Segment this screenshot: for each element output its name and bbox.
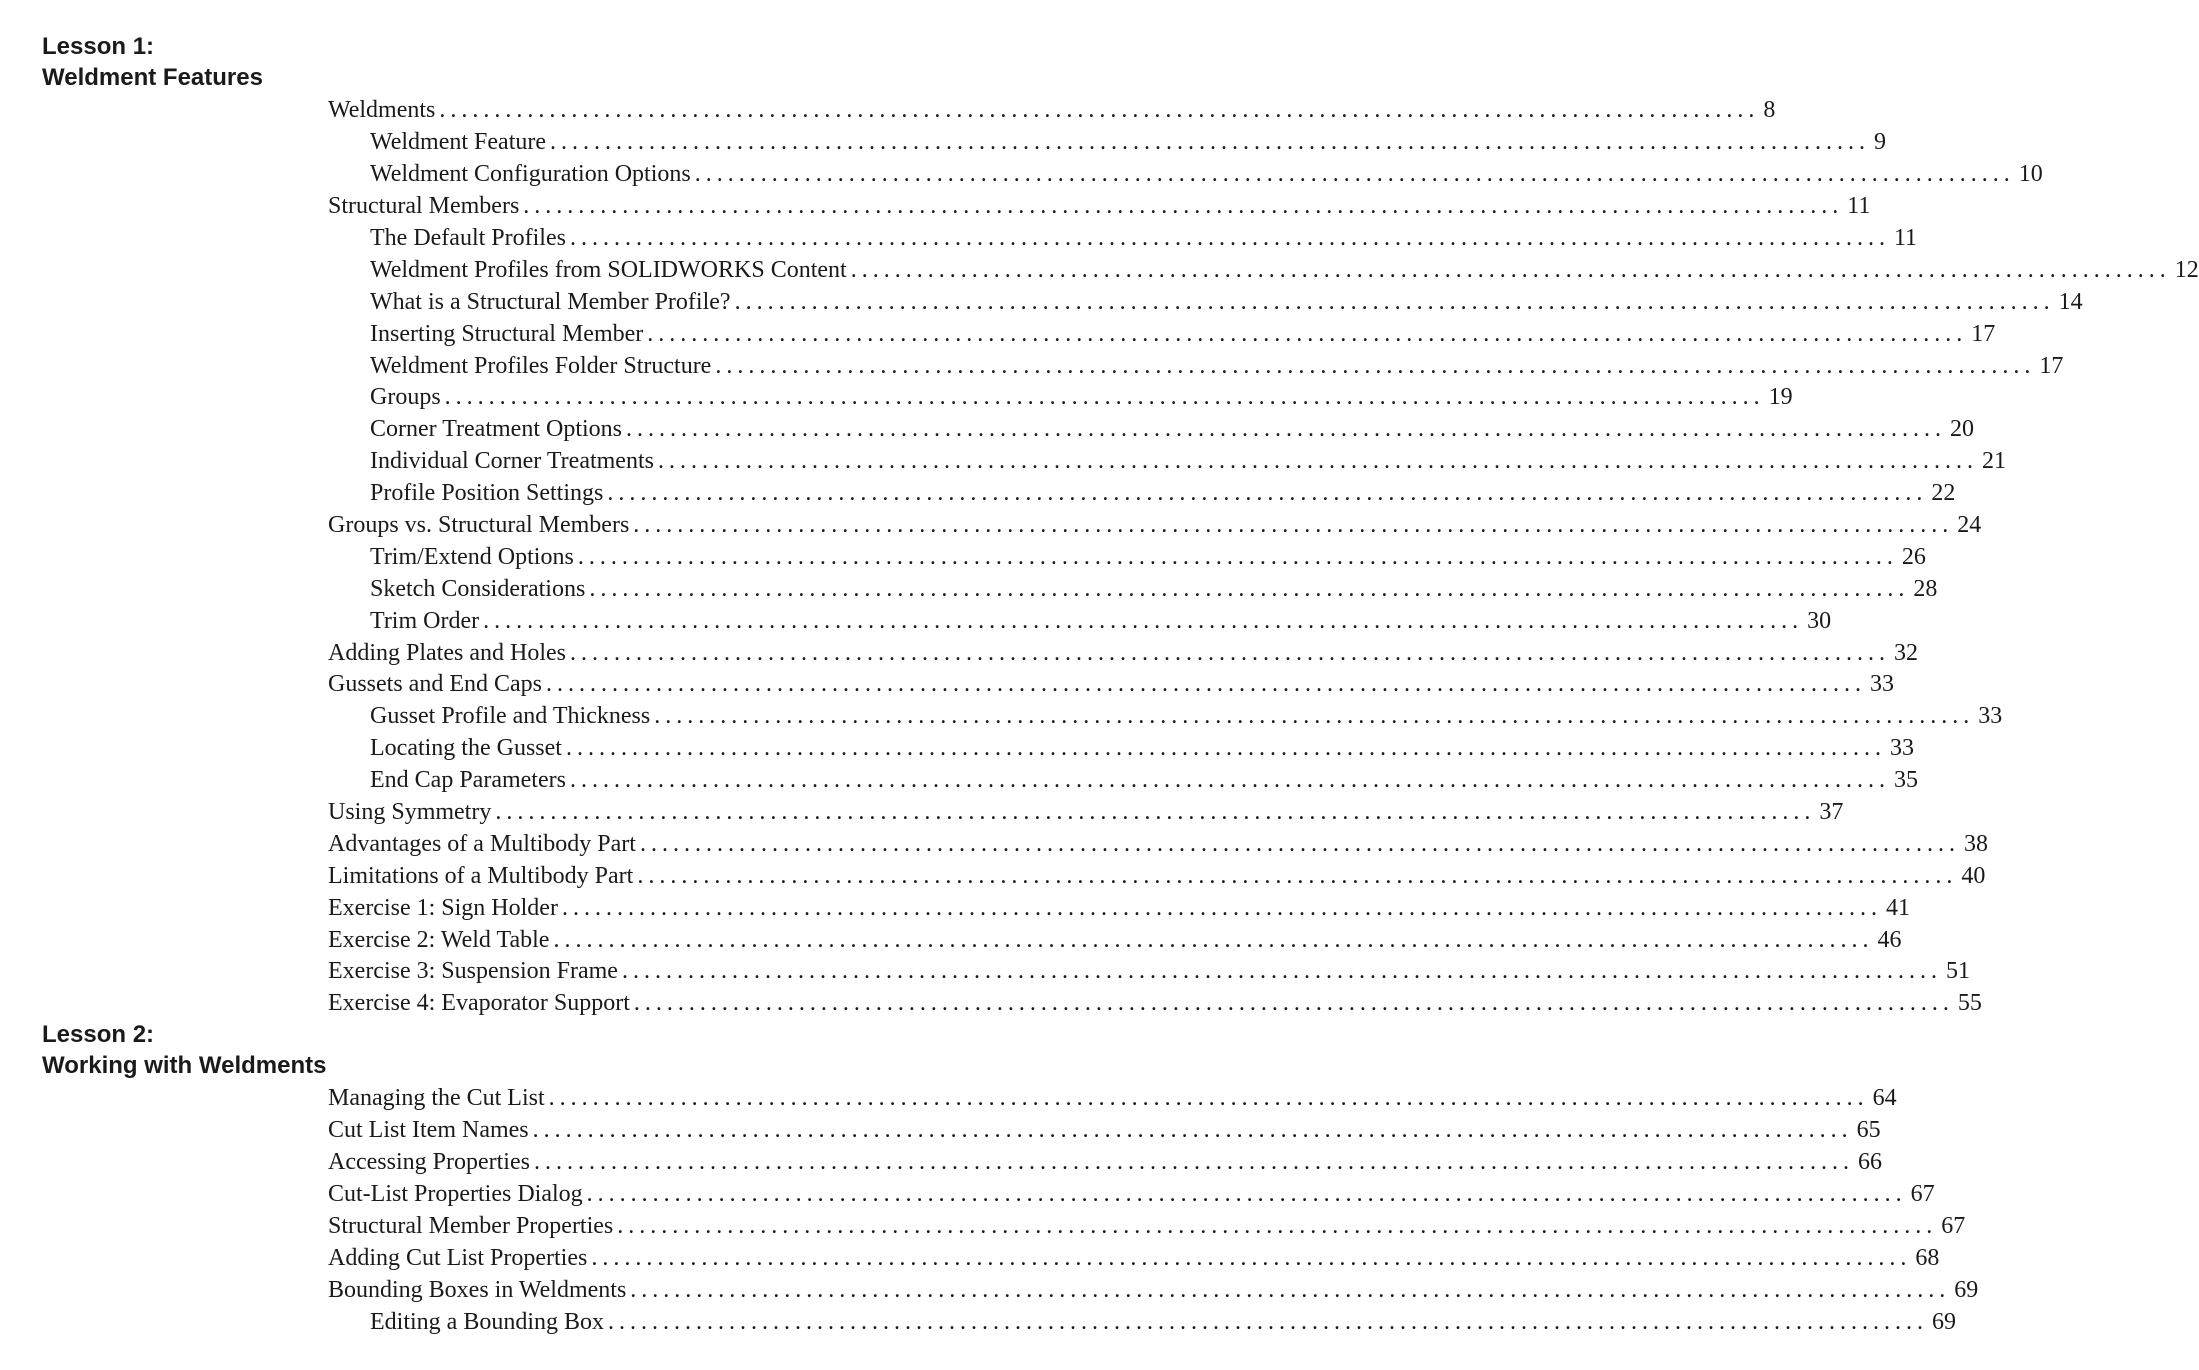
toc-entry-page: 9 bbox=[1874, 129, 1887, 156]
toc-entry-page: 38 bbox=[1963, 830, 1988, 857]
toc-entry-title: Individual Corner Treatments bbox=[370, 448, 654, 475]
toc-entry-title: Weldment Feature bbox=[370, 129, 547, 156]
toc-entry-page: 37 bbox=[1819, 799, 1844, 826]
toc-entry-page: 41 bbox=[1885, 894, 1910, 921]
toc-entry-title: Gussets and End Caps bbox=[328, 671, 542, 698]
toc-entry-page: 30 bbox=[1807, 607, 1832, 634]
toc-entry-page: 11 bbox=[1847, 193, 1871, 220]
lesson-1-heading bbox=[42, 31, 263, 93]
dot-leader: ........................................................................................................................ bbox=[694, 161, 2015, 188]
toc-entry-title: Exercise 3: Suspension Frame bbox=[328, 958, 618, 985]
toc-entry[interactable] bbox=[328, 446, 2006, 478]
toc-entry-title: Trim Order bbox=[370, 607, 480, 634]
dot-leader: ........................................................................................................................ bbox=[586, 1181, 1907, 1208]
dot-leader: ........................................................................................................................ bbox=[589, 575, 1910, 602]
toc-entry[interactable] bbox=[328, 860, 1986, 892]
toc-entry[interactable] bbox=[328, 924, 1902, 956]
toc-entry[interactable] bbox=[328, 510, 1982, 542]
toc-entry[interactable] bbox=[328, 797, 1844, 829]
lesson-2-toc bbox=[328, 1083, 1979, 1338]
toc-entry-title: Exercise 2: Weld Table bbox=[328, 926, 550, 953]
toc-entry[interactable] bbox=[328, 988, 1982, 1020]
toc-entry[interactable] bbox=[328, 1274, 1979, 1306]
toc-entry-page: 22 bbox=[1931, 480, 1956, 507]
toc-entry-title: Groups vs. Structural Members bbox=[328, 512, 630, 539]
toc-entry[interactable] bbox=[328, 956, 1970, 988]
toc-entry[interactable] bbox=[328, 765, 1918, 797]
toc-entry-page: 46 bbox=[1877, 926, 1902, 953]
toc-entry[interactable] bbox=[328, 701, 2003, 733]
lesson-1-toc bbox=[328, 95, 2199, 1020]
dot-leader: ........................................................................................................................ bbox=[591, 1244, 1912, 1271]
toc-entry-page: 10 bbox=[2018, 161, 2043, 188]
dot-leader: ........................................................................................................................ bbox=[548, 1085, 1869, 1112]
toc-entry[interactable] bbox=[328, 1179, 1935, 1211]
toc-entry[interactable] bbox=[328, 892, 1910, 924]
dot-leader: ........................................................................................................................ bbox=[444, 384, 1765, 411]
dot-leader: ........................................................................................................................ bbox=[626, 416, 1946, 443]
toc-entry-title: Adding Plates and Holes bbox=[328, 639, 566, 666]
toc-entry[interactable] bbox=[328, 159, 2043, 191]
toc-entry[interactable] bbox=[328, 1147, 1882, 1179]
toc-entry[interactable] bbox=[328, 828, 1988, 860]
toc-entry-page: 35 bbox=[1893, 767, 1918, 794]
dot-leader: ........................................................................................................................ bbox=[439, 97, 1760, 124]
toc-entry[interactable] bbox=[328, 318, 1996, 350]
dot-leader: ........................................................................................................................ bbox=[523, 193, 1844, 220]
toc-entry-title: Advantages of a Multibody Part bbox=[328, 830, 636, 857]
toc-entry-title: Cut-List Properties Dialog bbox=[328, 1181, 583, 1208]
dot-leader: ........................................................................................................................ bbox=[657, 448, 1978, 475]
toc-entry-page: 28 bbox=[1913, 575, 1938, 602]
dot-leader: ........................................................................................................................ bbox=[633, 512, 1954, 539]
lesson-2-label: Lesson 2: bbox=[42, 1021, 155, 1048]
toc-entry-title: Locating the Gusset bbox=[370, 735, 562, 762]
toc-entry-page: 32 bbox=[1893, 639, 1918, 666]
toc-entry-page: 17 bbox=[2039, 352, 2064, 379]
toc-entry-page: 68 bbox=[1915, 1244, 1940, 1271]
toc-entry-page: 64 bbox=[1872, 1085, 1897, 1112]
toc-entry-page: 67 bbox=[1910, 1181, 1935, 1208]
toc-entry-title: End Cap Parameters bbox=[370, 767, 566, 794]
toc-entry-title: The Default Profiles bbox=[370, 225, 566, 251]
toc-entry-page: 51 bbox=[1945, 958, 1970, 985]
toc-entry[interactable] bbox=[328, 286, 2083, 318]
toc-entry[interactable] bbox=[328, 95, 1776, 127]
toc-entry[interactable] bbox=[328, 669, 1894, 701]
dot-leader: ........................................................................................................................ bbox=[734, 288, 2055, 315]
dot-leader: ........................................................................................................................ bbox=[569, 639, 1890, 666]
dot-leader: ........................................................................................................................ bbox=[533, 1149, 1854, 1176]
toc-entry[interactable] bbox=[328, 637, 1918, 669]
toc-entry[interactable] bbox=[328, 478, 1956, 510]
toc-entry[interactable] bbox=[328, 191, 1871, 223]
toc-entry-page: 33 bbox=[1978, 703, 2003, 730]
lesson-1-label: Lesson 1: bbox=[42, 33, 155, 60]
dot-leader: ........................................................................................................................ bbox=[639, 830, 1960, 857]
dot-leader: ........................................................................................................................ bbox=[608, 1308, 1928, 1335]
dot-leader: ........................................................................................................................ bbox=[553, 926, 1874, 953]
dot-leader: ........................................................................................................................ bbox=[630, 1276, 1951, 1303]
toc-entry-page: 65 bbox=[1856, 1117, 1881, 1144]
dot-leader: ........................................................................................................................ bbox=[550, 129, 1871, 156]
toc-entry-page: 12 bbox=[2174, 256, 2199, 283]
toc-entry-page: 33 bbox=[1889, 735, 1914, 762]
toc-entry-title: Sketch Considerations bbox=[370, 575, 586, 602]
toc-entry-page: 69 bbox=[1932, 1308, 1956, 1335]
dot-leader: ........................................................................................................................ bbox=[561, 894, 1882, 921]
toc-entry-title: Exercise 1: Sign Holder bbox=[328, 894, 558, 921]
toc-entry-title: Structural Member Properties bbox=[328, 1213, 614, 1239]
toc-entry[interactable] bbox=[328, 127, 1887, 159]
toc-entry[interactable] bbox=[328, 1242, 1940, 1274]
toc-entry[interactable] bbox=[328, 350, 2064, 382]
dot-leader: ........................................................................................................................ bbox=[532, 1117, 1853, 1144]
toc-entry-title: What is a Structural Member Profile? bbox=[370, 288, 731, 315]
toc-entry-title: Corner Treatment Options bbox=[370, 416, 622, 443]
dot-leader: ........................................................................................................................ bbox=[654, 703, 1975, 730]
toc-entry-title: Editing a Bounding Box bbox=[370, 1308, 604, 1335]
toc-entry[interactable] bbox=[328, 1083, 1897, 1115]
dot-leader: ........................................................................................................................ bbox=[621, 958, 1942, 985]
toc-entry-page: 66 bbox=[1857, 1149, 1882, 1176]
toc-entry-title: Bounding Boxes in Weldments bbox=[328, 1276, 627, 1303]
toc-entry-title: Weldments bbox=[328, 97, 436, 124]
toc-entry-title: Limitations of a Multibody Part bbox=[328, 862, 634, 889]
toc-entry-page: 24 bbox=[1957, 512, 1982, 539]
dot-leader: ........................................................................................................................ bbox=[637, 862, 1958, 889]
dot-leader: ........................................................................................................................ bbox=[850, 256, 2171, 283]
dot-leader: ........................................................................................................................ bbox=[483, 607, 1804, 634]
dot-leader: ........................................................................................................................ bbox=[633, 990, 1954, 1017]
dot-leader: ........................................................................................................................ bbox=[607, 480, 1928, 507]
toc-entry-page: 19 bbox=[1768, 384, 1793, 411]
toc-entry[interactable] bbox=[328, 414, 1974, 446]
toc-entry-page: 26 bbox=[1901, 543, 1926, 570]
toc-entry[interactable] bbox=[328, 733, 1914, 765]
dot-leader: ........................................................................................................................ bbox=[569, 225, 1890, 251]
toc-entry-title: Accessing Properties bbox=[328, 1149, 530, 1176]
toc-entry-page: 67 bbox=[1941, 1213, 1966, 1239]
dot-leader: ........................................................................................................................ bbox=[715, 352, 2036, 379]
toc-entry-title: Cut List Item Names bbox=[328, 1117, 529, 1144]
toc-entry-title: Structural Members bbox=[328, 193, 520, 220]
toc-entry-page: 20 bbox=[1950, 416, 1974, 443]
toc-entry-page: 69 bbox=[1954, 1276, 1979, 1303]
toc-entry-title: Gusset Profile and Thickness bbox=[370, 703, 651, 730]
toc-entry-page: 11 bbox=[1893, 225, 1918, 251]
toc-entry-title: Weldment Profiles from SOLIDWORKS Content bbox=[370, 256, 847, 283]
dot-leader: ........................................................................................................................ bbox=[565, 735, 1886, 762]
toc-entry-page: 33 bbox=[1869, 671, 1894, 698]
dot-leader: ........................................................................................................................ bbox=[647, 320, 1968, 347]
toc-entry-page: 21 bbox=[1981, 448, 2006, 475]
toc-entry-title: Inserting Structural Member bbox=[370, 320, 644, 347]
dot-leader: ........................................................................................................................ bbox=[545, 671, 1866, 698]
toc-entry-page: 17 bbox=[1971, 320, 1996, 347]
toc-entry[interactable] bbox=[328, 1115, 1881, 1147]
toc-entry-title: Using Symmetry bbox=[328, 799, 492, 826]
lesson-2-title: Working with Weldments bbox=[42, 1052, 327, 1079]
toc-entry-page: 40 bbox=[1961, 862, 1986, 889]
toc-entry-title: Weldment Profiles Folder Structure bbox=[370, 352, 712, 379]
toc-entry[interactable] bbox=[328, 254, 2199, 286]
toc-entry-title: Profile Position Settings bbox=[370, 480, 604, 507]
dot-leader: ........................................................................................................................ bbox=[569, 767, 1890, 794]
dot-leader: ........................................................................................................................ bbox=[577, 543, 1898, 570]
toc-entry-title: Groups bbox=[370, 384, 441, 411]
toc-entry[interactable] bbox=[328, 541, 1926, 573]
toc-entry-title: Weldment Configuration Options bbox=[370, 161, 691, 188]
toc-entry-page: 8 bbox=[1763, 97, 1776, 124]
toc-entry[interactable] bbox=[328, 1211, 1966, 1243]
toc-entry[interactable] bbox=[328, 223, 1918, 255]
toc-entry[interactable] bbox=[328, 382, 1793, 414]
lesson-2-heading bbox=[42, 1019, 326, 1081]
toc-entry[interactable] bbox=[328, 573, 1938, 605]
toc-entry[interactable] bbox=[328, 605, 1832, 637]
toc-entry[interactable] bbox=[328, 1306, 1956, 1338]
toc-entry-title: Trim/Extend Options bbox=[370, 543, 574, 570]
toc-entry-page: 55 bbox=[1957, 990, 1982, 1017]
toc-entry-title: Managing the Cut List bbox=[328, 1085, 545, 1112]
toc-entry-title: Exercise 4: Evaporator Support bbox=[328, 990, 630, 1017]
dot-leader: ........................................................................................................................ bbox=[617, 1213, 1938, 1239]
toc-entry-title: Adding Cut List Properties bbox=[328, 1244, 588, 1271]
dot-leader: ........................................................................................................................ bbox=[495, 799, 1816, 826]
lesson-1-title: Weldment Features bbox=[42, 64, 263, 91]
toc-entry-page: 14 bbox=[2058, 288, 2083, 315]
